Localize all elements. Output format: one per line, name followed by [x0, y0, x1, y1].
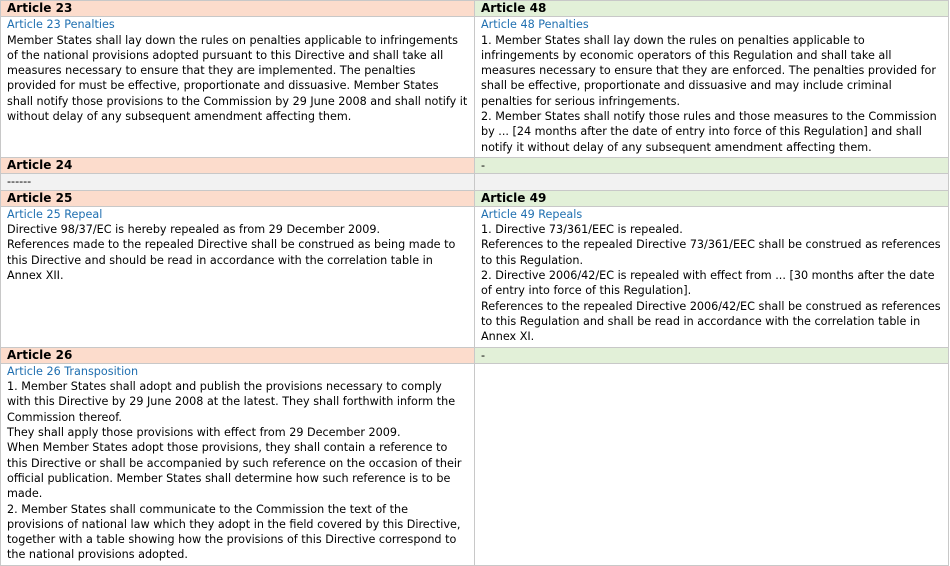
left-article-title: Article 26 Transposition — [7, 364, 139, 378]
left-article-content — [1, 206, 475, 347]
left-article-content — [1, 17, 475, 158]
header-row — [1, 190, 949, 206]
left-article-title: Article 23 Penalties — [7, 18, 115, 32]
right-article-empty — [475, 363, 949, 565]
content-row — [1, 174, 949, 190]
paragraph: References made to the repealed Directive shall be construed as being made to this Directive and should be read in accordance with the correlation table in Annex XII. — [7, 238, 456, 283]
right-article-title: Article 49 Repeals — [481, 207, 583, 221]
right-article-content — [475, 17, 949, 158]
paragraph: When Member States adopt those provisions, they shall contain a reference to this Directive or shall be accompanied by such reference on the occasion of their official publication. Member States shall determine how such reference is to be made. — [7, 441, 462, 501]
right-article-content — [475, 206, 949, 347]
right-article-title: Article 48 Penalties — [481, 18, 589, 32]
header-row — [1, 347, 949, 363]
paragraph: 2. Member States shall notify those rules and those measures to the Commission by ... [24 months after the date of entry into force of this Regulation] and shall notify it without delay of any subsequent amendment affecting them. — [481, 110, 937, 154]
left-article-note: ------ — [1, 174, 475, 190]
right-article-header: - — [475, 347, 949, 363]
left-article-header: Article 25 — [1, 190, 475, 206]
paragraph: 1. Member States shall lay down the rules on penalties applicable to infringements by economic operators of this Regulation and shall take all measures necessary to ensure that they are enforced. The penalties provided for shall be effective, proportionate and dissuasive and may include criminal penalties for serious infringements. — [481, 33, 936, 108]
paragraph: 1. Member States shall adopt and publish the provisions necessary to comply with this Directive by 29 June 2008 at the latest. They shall forthwith inform the Commission thereof. — [7, 380, 456, 424]
header-row — [1, 157, 949, 173]
left-article-content — [1, 363, 475, 565]
left-article-header: Article 23 — [1, 1, 475, 17]
content-row — [1, 206, 949, 347]
paragraph: They shall apply those provisions with effect from 29 December 2009. — [7, 426, 401, 440]
left-article-title: Article 25 Repeal — [7, 207, 103, 221]
paragraph: 1. Directive 73/361/EEC is repealed. — [481, 223, 683, 237]
paragraph: References to the repealed Directive 73/361/EEC shall be construed as references to this Regulation. — [481, 238, 941, 267]
right-article-empty — [475, 174, 949, 190]
paragraph: Member States shall lay down the rules on penalties applicable to infringements of the national provisions adopted pursuant to this Directive and shall take all measures necessary to ensure that they are implemented. The penalties provided for must be effective, proportionate and dissuasive. Member States shall notify those provisions to the Commission by 29 June 2008 and shall notify it without delay of any subsequent amendment affecting them. — [7, 33, 468, 124]
paragraph: 2. Directive 2006/42/EC is repealed with effect from ... [30 months after the date of entry into force of this Regulation]. — [481, 269, 935, 298]
paragraph: Directive 98/37/EC is hereby repealed as from 29 December 2009. — [7, 223, 381, 237]
left-article-header: Article 26 — [1, 347, 475, 363]
right-article-header: - — [475, 157, 949, 173]
paragraph: References to the repealed Directive 2006/42/EC shall be construed as references to this Regulation and shall be read in accordance with the correlation table in Annex XI. — [481, 299, 941, 344]
header-row — [1, 1, 949, 17]
right-article-header: Article 48 — [475, 1, 949, 17]
content-row — [1, 363, 949, 565]
paragraph: 2. Member States shall communicate to the Commission the text of the provisions of national law which they adopt in the field covered by this Directive, together with a table showing how the provisions of this Directive correspond to the national provisions adopted. — [7, 502, 461, 562]
right-article-header: Article 49 — [475, 190, 949, 206]
content-row — [1, 17, 949, 158]
left-article-header: Article 24 — [1, 157, 475, 173]
